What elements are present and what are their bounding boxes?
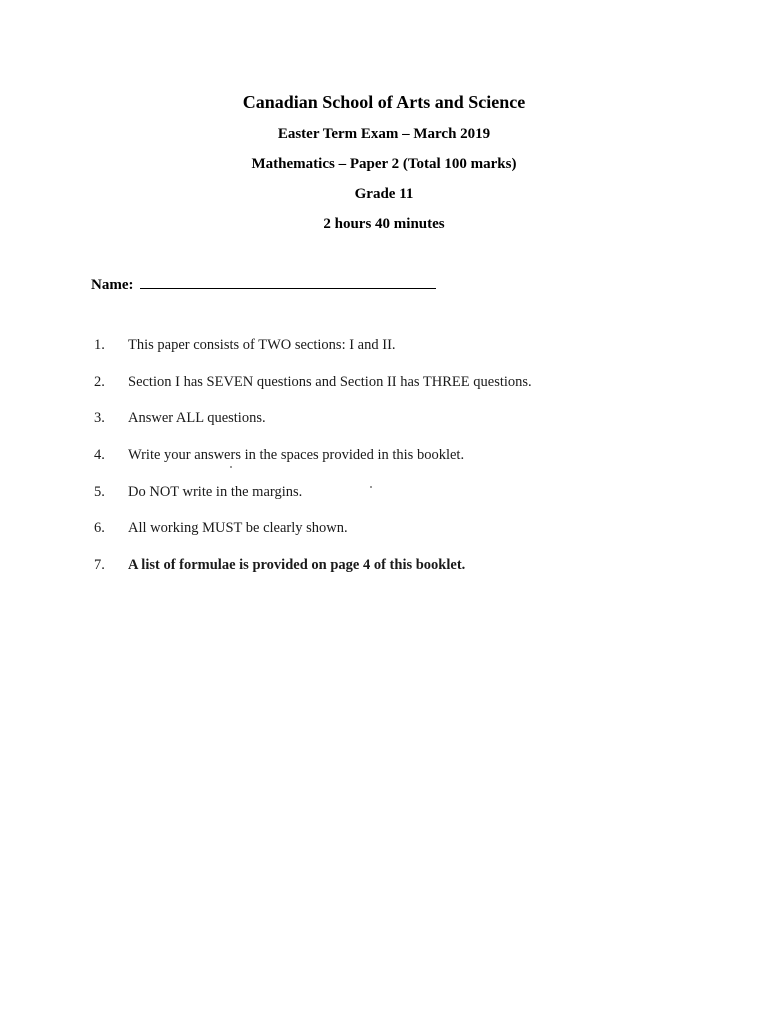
instruction-number: 4. [94, 447, 105, 464]
name-field [91, 274, 436, 294]
instruction-text: All working MUST be clearly shown. [128, 520, 348, 537]
instruction-number: 3. [94, 410, 105, 427]
instruction-text: Do NOT write in the margins. [128, 483, 303, 500]
instruction-number: 7. [94, 557, 105, 574]
instruction-item [94, 447, 694, 484]
instruction-number: 1. [94, 337, 105, 353]
instruction-text: This paper consists of TWO sections: I and II. [128, 337, 396, 353]
instruction-item [94, 484, 694, 521]
exam-duration: 2 hours 40 minutes [323, 216, 445, 232]
instruction-text: A list of formulae is provided on page 4 of this booklet. [128, 557, 466, 574]
instruction-number: 5. [94, 483, 105, 500]
name-blank-line [140, 274, 436, 289]
scan-speck [370, 486, 372, 488]
name-label: Name: [91, 277, 134, 293]
instructions-list [94, 337, 694, 594]
exam-title: Easter Term Exam – March 2019 [277, 126, 491, 142]
scan-speck [230, 466, 232, 468]
instruction-text: Write your answers in the spaces provided in this booklet. [128, 447, 465, 464]
instruction-text: Answer ALL questions. [128, 410, 266, 427]
instruction-item [94, 520, 694, 557]
instruction-item [94, 557, 694, 594]
instruction-item [94, 410, 694, 447]
school-name: Canadian School of Arts and Science [242, 92, 526, 112]
instruction-text: Section I has SEVEN questions and Section II has THREE questions. [128, 373, 532, 390]
paper-title: Mathematics – Paper 2 (Total 100 marks) [251, 156, 517, 172]
instruction-item [94, 374, 694, 411]
grade-level: Grade 11 [354, 186, 414, 202]
instruction-number: 2. [94, 373, 105, 390]
instruction-number: 6. [94, 520, 105, 537]
instruction-item [94, 337, 694, 374]
